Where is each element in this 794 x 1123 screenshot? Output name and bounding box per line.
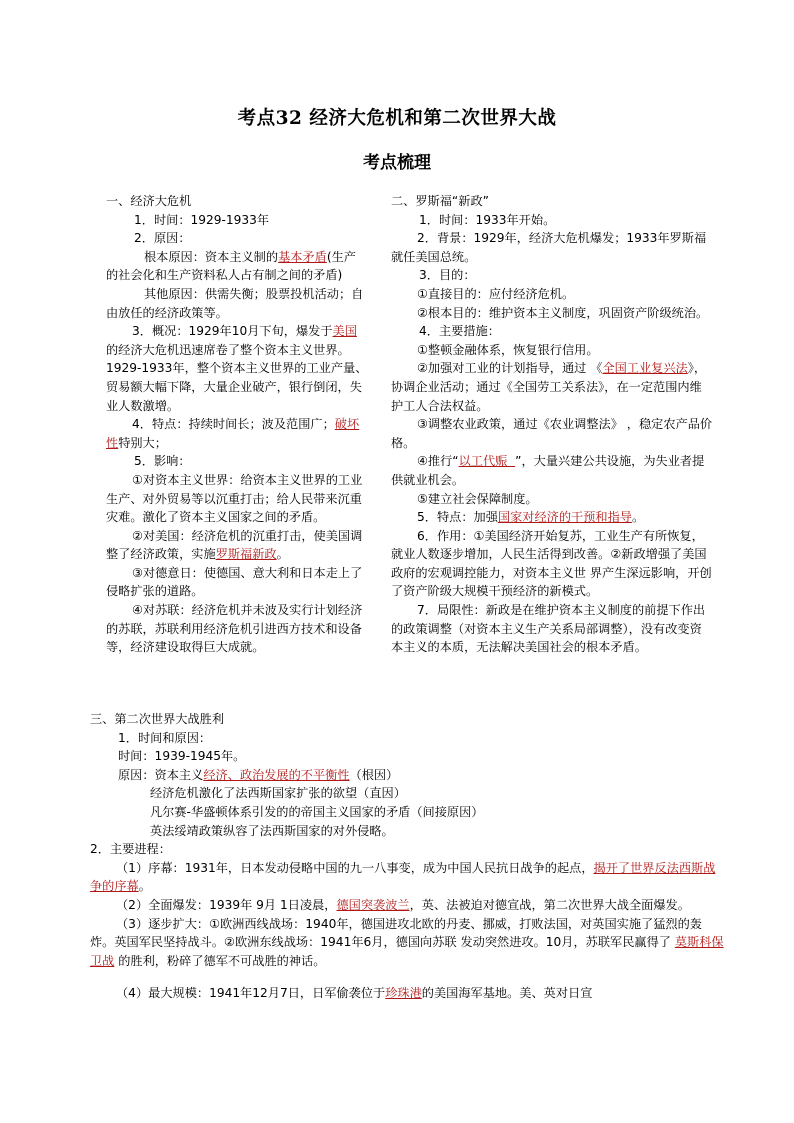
wwii-direct-cause: 经济危机激化了法西斯国家扩张的欲望（直因） [150, 786, 406, 801]
wwii-root-cause: 原因：资本主义经济、政治发展的不平衡性（根因） [118, 767, 399, 782]
highlight-work-relief: 以工代赈 [458, 454, 516, 469]
highlight-uneven-development: 经济、政治发展的不平衡性 [203, 767, 350, 782]
highlight-basic-contradiction: 基本矛盾 [278, 249, 327, 264]
section-subtitle: 考点梳理 [363, 153, 431, 173]
new-deal-effect: 6．作用：①美国经济开始复苏，工业生产有所恢复，就业人数逐步增加，人民生活得到改善。②新政增强了美国政府的宏观调控能力，对资本主义世 界产生深远影响，开创了资产阶级大规模干预经济的新模式。 [391, 528, 712, 599]
highlight-pearl-harbor: 珍珠港 [385, 986, 422, 1001]
wwii-largest-scale: （4）最大规模：1941年12月7日，日军偷袭位于珍珠港的美国海军基地。美、英对日宣 [116, 986, 593, 1001]
highlight-industrial-recovery-act: 全国工业复兴法 [602, 361, 688, 376]
page-title: 考点32 经济大危机和第二次世界大战 [237, 108, 557, 129]
highlight-prelude: 揭开了世界反法西斯战争的序幕 [90, 860, 716, 894]
highlight-battle-of-moscow: 莫斯科保卫战 [90, 935, 724, 968]
new-deal-background: 2．背景：1929年，经济大危机爆发；1933年罗斯福就任美国总统。 [391, 231, 707, 264]
wwii-expansion: （3）逐步扩大：①欧洲西线战场：1940年，德国进攻北欧的丹麦、挪威，打败法国，对英国实施了猛烈的轰炸。英国军民坚持战斗。②欧洲东线战场：1941年6月，德国向苏联 发动突然进攻。10月，苏联军民赢得了 莫斯科保卫战 的胜利，粉碎了德军不可战胜的神话。 [90, 916, 724, 968]
measure-agriculture: ③调整农业政策，通过《农业调整法》 ，稳定农产品价格。 [391, 417, 713, 450]
left-column [106, 192, 368, 657]
crisis-other-cause: 其他原因：供需失衡；股票投机活动；自由放任的经济政策等。 [106, 286, 364, 320]
measure-social-security: ⑤建立社会保障制度。 [417, 491, 538, 506]
impact-capitalist-world: ①对资本主义世界：给资本主义世界的工业生产、对外贸易等以沉重打击；给人民带来沉重灾难。激化了资本主义国家之间的矛盾。 [106, 472, 363, 525]
new-deal-goal-fundamental: ②根本目的：维护资本主义制度，巩固资产阶级统治。 [417, 305, 709, 320]
wwii-indirect-cause: 凡尔赛-华盛顿体系引发的的帝国主义国家的矛盾（间接原因） [150, 804, 484, 819]
section-heading-new-deal: 二、罗斯福“新政” [391, 194, 489, 208]
impact-usa: ②对美国：经济危机的沉重打击，使美国调整了经济政策，实施罗斯福新政。 [106, 528, 363, 562]
wwii-appeasement: 英法绥靖政策纵容了法西斯国家的对外侵略。 [150, 823, 394, 838]
section-heading-wwii: 三、第二次世界大战胜利 [90, 712, 225, 726]
new-deal-limitation: 7．局限性：新政是在维护资本主义制度的前提下作出的政策调整（对资本主义生产关系局部调整），没有改变资本主义的本质，无法解决美国社会的根本矛盾。 [391, 603, 706, 655]
highlight-new-deal: 罗斯福新政 [215, 547, 277, 562]
crisis-cause-label: 2．原因： [134, 231, 191, 246]
crisis-root-cause: 根本原因：资本主义制的基本矛盾(生产的社会化和生产资料私人占有制之间的矛盾) [106, 249, 356, 283]
wwii-section [90, 710, 724, 1003]
new-deal-measures-label: 4．主要措施： [419, 324, 500, 339]
right-column [391, 192, 713, 657]
new-deal-goal-direct: ①直接目的：应付经济危机。 [417, 286, 575, 301]
highlight-invasion-of-poland: 德国突袭波兰 [336, 897, 410, 912]
crisis-feature: 4．特点：持续时间长；波及范围广；破坏性特别大； [106, 417, 360, 450]
impact-germany-italy-japan: ③对德意日：使德国、意大利和日本走上了侵略扩张的道路。 [106, 565, 363, 599]
measure-industry: ②加强对工业的计划指导，通过 《全国工业复兴法》，协调企业活动；通过《全国劳工关系法》，在一定范围内维护工人合法权益。 [391, 361, 707, 413]
wwii-outbreak: （2）全面爆发：1939年 9月 1日凌晨，德国突袭波兰，英、法被迫对德宣战，第二次世界大战全面爆发。 [116, 897, 690, 912]
wwii-time-cause-label: 1．时间和原因： [118, 730, 212, 745]
crisis-time: 1．时间：1929-1933年 [134, 212, 270, 227]
wwii-prelude: （1）序幕：1931年，日本发动侵略中国的九一八事变，成为中国人民抗日战争的起点，揭开了世界反法西斯战争的序幕。 [90, 860, 716, 894]
new-deal-time: 1．时间：1933年开始。 [419, 212, 556, 227]
measure-finance: ①整顿金融体系，恢复银行信用。 [417, 342, 599, 357]
measure-work-relief: ④推行“以工代赈 ”，大量兴建公共设施，为失业者提供就业机会。 [391, 454, 705, 487]
highlight-usa: 美国 [332, 324, 357, 339]
crisis-impact-label: 5．影响： [134, 454, 191, 469]
section-heading-economic-crisis: 一、经济大危机 [106, 194, 192, 208]
new-deal-goal-label: 3．目的： [419, 268, 476, 283]
wwii-process-label: 2．主要进程： [90, 842, 171, 857]
wwii-time: 时间：1939-1945年。 [118, 749, 246, 764]
highlight-destructiveness: 破坏性 [106, 417, 360, 450]
impact-soviet-union: ④对苏联：经济危机并未波及实行计划经济的苏联，苏联利用经济危机引进西方技术和设备等，经济建设取得巨大成就。 [106, 603, 363, 655]
highlight-state-intervention: 国家对经济的干预和指导 [497, 510, 632, 525]
crisis-overview: 3．概况：1929年10月下旬，爆发于美国的经济大危机迅速席卷了整个资本主义世界。1929-1933年，整个资本主义世界的工业产量、贸易额大幅下降，大量企业破产，银行倒闭，失业人数激增。 [106, 324, 368, 413]
new-deal-feature: 5．特点：加强国家对经济的干预和指导。 [417, 510, 645, 525]
